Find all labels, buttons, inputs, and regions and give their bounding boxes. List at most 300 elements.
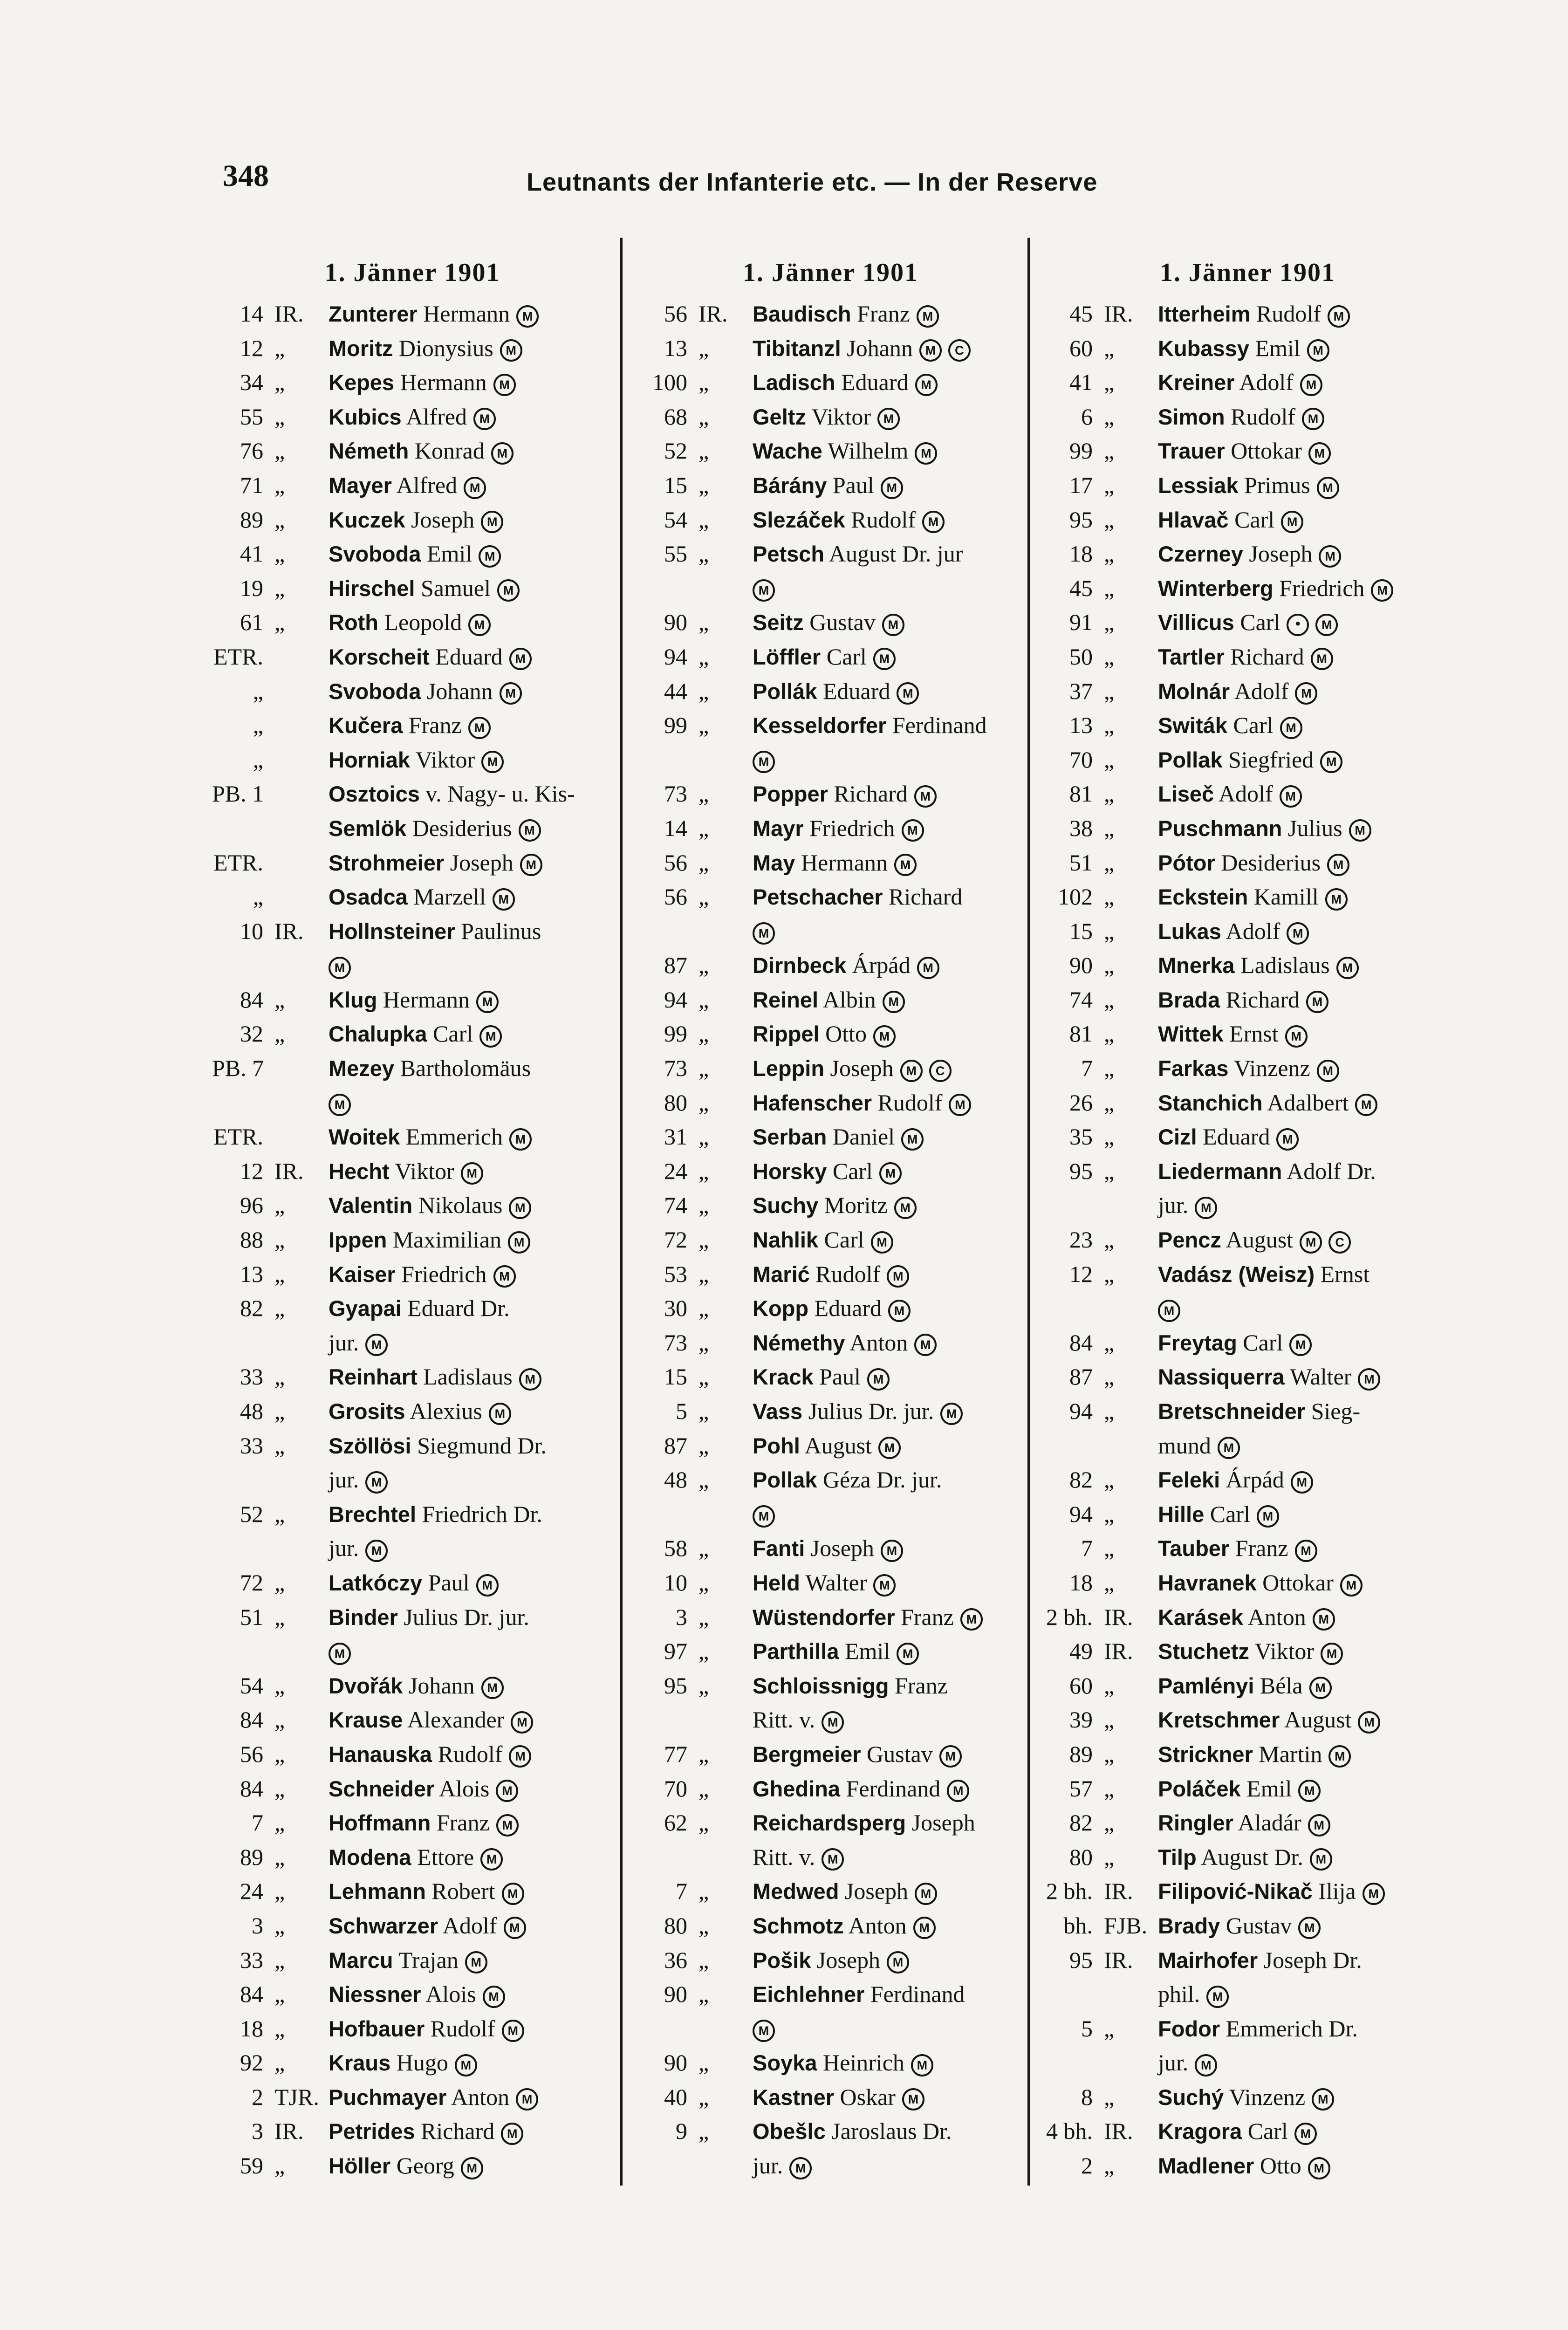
officer-name (329, 914, 613, 949)
regiment-number: 26 (1069, 1089, 1093, 1116)
regiment-type (268, 948, 329, 983)
roster-entry (636, 1051, 1025, 1086)
surname: Eckstein (1158, 884, 1248, 910)
m-circle-icon: M (878, 1437, 901, 1459)
regiment-number: 90 (1069, 952, 1093, 979)
regiment-type: „ (274, 1912, 285, 1939)
regiment-number: 5 (1081, 2015, 1093, 2042)
roster-entry (636, 846, 1025, 880)
officer-name (329, 1051, 613, 1086)
roster-entry (636, 1806, 1025, 1840)
m-circle-icon: M (1327, 854, 1349, 876)
m-circle-icon: M (914, 1334, 937, 1356)
regiment-type: „ (698, 1158, 709, 1184)
surname: Lehmann (329, 1879, 426, 1904)
m-circle-icon: M (753, 751, 775, 773)
officer-name (329, 811, 613, 846)
officer-name (753, 2012, 1025, 2046)
officer-name (753, 674, 1025, 709)
given-name: Anton (849, 1329, 908, 1356)
regiment-number (636, 743, 692, 777)
officer-name (753, 1120, 1025, 1154)
roster-entry (636, 1188, 1025, 1223)
surname: Bergmeier (753, 1741, 861, 1767)
regiment-number: 35 (1069, 1124, 1093, 1150)
roster-entry (1041, 1223, 1454, 1257)
roster-entry (1041, 468, 1454, 503)
m-circle-icon: M (901, 1128, 924, 1151)
regiment-type (1097, 1188, 1158, 1223)
regiment-type: „ (274, 2152, 285, 2179)
officer-name (753, 1463, 1025, 1497)
roster-entry (1041, 811, 1454, 846)
given-name: Ladislaus (1240, 952, 1330, 979)
regiment-number: 94 (664, 986, 687, 1013)
given-name: Martin (1259, 1741, 1322, 1767)
officer-name (329, 1772, 613, 1806)
given-name: Hermann (801, 849, 888, 876)
officer-name (1158, 640, 1454, 674)
surname: Hlavač (1158, 507, 1229, 532)
given-name: Trajan (398, 1946, 459, 1973)
regiment-type: „ (1104, 1775, 1115, 1802)
regiment-number: 100 (652, 369, 687, 396)
regiment-number: 3 (252, 1912, 263, 1939)
surname: Svoboda (329, 678, 421, 704)
regiment-type: „ (1104, 506, 1115, 533)
surname: Ghedina (753, 1776, 841, 1801)
officer-name (1158, 880, 1454, 914)
m-circle-icon: M (461, 1162, 483, 1185)
regiment-type (268, 1326, 329, 1360)
regiment-type: „ (1104, 1227, 1115, 1253)
roster-entry (212, 1703, 613, 1737)
given-name: Carl (1234, 506, 1275, 533)
m-circle-icon: M (753, 2020, 775, 2042)
m-circle-icon: M (1315, 614, 1338, 636)
given-name: Joseph Dr. (1263, 1946, 1362, 1973)
given-name: Otto (1260, 2152, 1301, 2179)
regiment-type: „ (274, 1706, 285, 1733)
column-entries (636, 297, 1025, 2183)
roster-entry (1041, 2114, 1454, 2149)
given-name: August (804, 1432, 872, 1459)
given-name: Eduard (841, 369, 909, 396)
given-name: Hugo (396, 2049, 448, 2076)
m-circle-icon: M (473, 408, 496, 430)
surname: Pótor (1158, 850, 1215, 875)
surname: Némethy (753, 1330, 845, 1355)
m-circle-icon: M (1206, 1986, 1229, 2008)
regiment-number: 7 (676, 1878, 687, 1905)
m-circle-icon: M (1320, 751, 1342, 773)
officer-name (329, 846, 613, 880)
roster-entry (636, 1394, 1025, 1429)
given-name: Jaroslaus Dr. (831, 2118, 952, 2145)
officer-name (1158, 743, 1454, 777)
roster-entry (1041, 1737, 1454, 1772)
officer-name (753, 400, 1025, 434)
surname: Schwarzer (329, 1913, 438, 1938)
regiment-number: 99 (664, 712, 687, 739)
regiment-type: „ (1104, 1398, 1115, 1424)
surname: Krack (753, 1364, 814, 1390)
surname: Serban (753, 1124, 827, 1150)
officer-name (329, 1634, 613, 1669)
given-name: Nikolaus (418, 1192, 503, 1219)
regiment-type: „ (1104, 918, 1115, 944)
given-name: Árpád (1226, 1467, 1284, 1493)
regiment-type: „ (698, 541, 709, 567)
roster-entry (212, 2114, 613, 2149)
regiment-type: „ (1104, 884, 1115, 910)
given-name: Anton (451, 2083, 510, 2110)
m-circle-icon: M (1302, 408, 1324, 430)
officer-name (329, 1703, 613, 1737)
regiment-number: 13 (240, 1261, 263, 1287)
roster-entry (212, 674, 613, 709)
regiment-type: „ (1104, 1124, 1115, 1150)
regiment-number: 60 (1069, 335, 1093, 361)
officer-name (753, 640, 1025, 674)
officer-name (753, 365, 1025, 400)
given-name: Emil (426, 541, 472, 567)
officer-name (1158, 1840, 1454, 1875)
m-circle-icon: M (511, 1711, 533, 1734)
regiment-number: 48 (664, 1467, 687, 1493)
regiment-number: 8 (1081, 2083, 1093, 2110)
given-name: Ernst (1320, 1261, 1370, 1287)
regiment-number: 6 (1081, 403, 1093, 430)
roster-entry (1041, 1326, 1454, 1360)
roster-entry (212, 605, 613, 640)
surname: Fanti (753, 1536, 805, 1561)
surname: Czerney (1158, 541, 1243, 567)
regiment-type: „ (274, 335, 285, 361)
m-circle-icon: M (881, 1540, 903, 1562)
regiment-number: 95 (1069, 1946, 1093, 1973)
regiment-type: „ (1104, 678, 1115, 704)
m-circle-icon: M (894, 1197, 917, 1219)
m-circle-icon: M (1328, 1745, 1351, 1768)
officer-name (1158, 537, 1454, 571)
m-circle-icon: M (913, 1917, 936, 1939)
surname: Korscheit (329, 644, 430, 669)
surname: Itterheim (1158, 302, 1251, 326)
regiment-type (268, 640, 329, 674)
officer-name (1158, 2080, 1454, 2115)
officer-name (753, 503, 1025, 537)
given-name: Walter (1290, 1364, 1352, 1390)
surname: Ippen (329, 1227, 387, 1253)
m-circle-icon: M (915, 374, 938, 396)
given-name: Adolf (1239, 369, 1294, 396)
dot-circle-icon: • (1287, 614, 1309, 636)
surname: Roth (329, 610, 379, 635)
surname: Kubics (329, 404, 402, 429)
m-circle-icon: M (1158, 1300, 1180, 1322)
officer-name (1158, 1531, 1454, 1566)
given-name: Ladislaus (423, 1364, 513, 1390)
roster-entry (212, 743, 613, 777)
regiment-number: 34 (240, 369, 263, 396)
m-circle-icon: M (888, 1300, 911, 1322)
regiment-type: IR. (1104, 2118, 1133, 2145)
regiment-type: „ (698, 1672, 709, 1699)
m-circle-icon: M (879, 1162, 902, 1185)
roster-entry (212, 331, 613, 366)
given-name: Emmerich (405, 1124, 503, 1150)
regiment-number: 59 (240, 2152, 263, 2179)
m-circle-icon: M (947, 1780, 969, 1802)
regiment-type: „ (1104, 1021, 1115, 1047)
regiment-type: „ (274, 1261, 285, 1287)
roster-entry (1041, 1086, 1454, 1120)
regiment-type (1097, 1429, 1158, 1463)
officer-name (329, 1360, 613, 1394)
regiment-type (692, 1497, 753, 1532)
given-name: Alfred (406, 403, 467, 430)
regiment-type: „ (1104, 1089, 1115, 1116)
surname: Hille (1158, 1501, 1205, 1527)
m-circle-icon: M (1358, 1711, 1380, 1734)
given-name: Robert (431, 1878, 495, 1905)
officer-name (1158, 1463, 1454, 1497)
given-name: Carl (1247, 2118, 1288, 2145)
surname: Svoboda (329, 541, 421, 567)
roster-entry (212, 1394, 613, 1429)
regiment-type: IR. (1104, 301, 1133, 327)
officer-name (329, 1909, 613, 1943)
given-name: Emil (844, 1638, 890, 1665)
roster-entry (636, 503, 1025, 537)
surname: Hecht (329, 1158, 390, 1184)
officer-name (753, 914, 1025, 949)
officer-name (329, 1188, 613, 1223)
officer-name (1158, 1772, 1454, 1806)
column-heading: 1. Jänner 1901 (1160, 258, 1335, 287)
regiment-number: 12 (1069, 1261, 1093, 1287)
given-name: Otto (825, 1021, 867, 1047)
surname: Kesseldorfer (753, 713, 887, 738)
surname: Mayr (753, 816, 804, 841)
m-circle-icon: M (1289, 1334, 1312, 1356)
officer-name (329, 1669, 613, 1703)
officer-name (753, 571, 1025, 606)
regiment-number: 14 (664, 815, 687, 841)
surname: Latkóczy (329, 1570, 423, 1595)
officer-name (1158, 434, 1454, 468)
officer-name (1158, 2149, 1454, 2183)
regiment-number: 44 (664, 678, 687, 704)
m-circle-icon: M (883, 991, 905, 1013)
officer-name (1158, 811, 1454, 846)
regiment-type: „ (1104, 781, 1115, 807)
regiment-type: „ (1104, 1741, 1115, 1767)
regiment-type: „ (274, 1672, 285, 1699)
m-circle-icon: M (1298, 1917, 1321, 1939)
regiment-type: „ (1104, 1261, 1115, 1287)
given-name: Johann (847, 335, 913, 361)
officer-name (1158, 1600, 1454, 1635)
column-entries (212, 297, 613, 2183)
surname: Woitek (329, 1124, 400, 1150)
given-name: Richard (1230, 643, 1304, 670)
regiment-number: 84 (1069, 1329, 1093, 1356)
roster-entry (212, 297, 613, 331)
m-circle-icon: M (902, 819, 924, 842)
m-circle-icon: M (468, 717, 491, 739)
given-name: jur. (1158, 2049, 1189, 2076)
regiment-number: 15 (664, 1364, 687, 1390)
regiment-type: „ (698, 781, 709, 807)
regiment-type: „ (274, 575, 285, 601)
officer-name (329, 948, 613, 983)
surname: Brady (1158, 1913, 1220, 1938)
regiment-number: 99 (1069, 438, 1093, 464)
given-name: Ilija (1318, 1878, 1356, 1905)
given-name: Johann (426, 678, 493, 704)
regiment-number: 70 (1069, 746, 1093, 773)
surname: Zunterer (329, 302, 418, 326)
m-circle-icon: M (516, 2088, 538, 2111)
regiment-type: „ (1104, 2152, 1115, 2179)
roster-entry (1041, 1120, 1454, 1154)
officer-name (1158, 1051, 1454, 1086)
m-circle-icon: M (501, 2123, 523, 2145)
regiment-number: 95 (664, 1672, 687, 1699)
given-name: Emmerich Dr. (1226, 2015, 1358, 2042)
given-name: Carl (832, 1158, 873, 1184)
regiment-number: 10 (664, 1569, 687, 1596)
regiment-type: „ (698, 2118, 709, 2145)
regiment-number: 71 (240, 472, 263, 498)
regiment-number (636, 914, 692, 949)
regiment-number: 56 (664, 849, 687, 876)
officer-name (329, 1977, 613, 2012)
regiment-type (692, 1703, 753, 1737)
given-name: Samuel (420, 575, 491, 601)
roster-entry (636, 1017, 1025, 1051)
surname: Liseč (1158, 781, 1214, 807)
officer-name (753, 1051, 1025, 1086)
surname: Pohl (753, 1433, 800, 1458)
surname: Tilp (1158, 1844, 1197, 1870)
roster-entry (636, 1531, 1025, 1566)
regiment-number (1041, 1977, 1097, 2012)
surname: Kragora (1158, 2119, 1242, 2144)
officer-name (753, 1634, 1025, 1669)
officer-name (329, 1840, 613, 1875)
given-name: Franz (895, 1672, 948, 1699)
m-circle-icon: M (753, 1505, 775, 1528)
given-name: Daniel (832, 1124, 895, 1150)
roster-entry (636, 1429, 1025, 1463)
regiment-number (636, 1497, 692, 1532)
officer-name (753, 1154, 1025, 1189)
roster-entry (636, 400, 1025, 434)
m-circle-icon: M (519, 819, 541, 842)
m-circle-icon: M (897, 1643, 919, 1665)
officer-name (1158, 708, 1454, 743)
regiment-number: 68 (664, 403, 687, 430)
officer-name (329, 1429, 613, 1463)
m-circle-icon: M (1300, 374, 1322, 396)
regiment-number: 90 (664, 609, 687, 636)
given-name: Siegfried (1228, 746, 1314, 773)
given-name: August (1284, 1706, 1352, 1733)
regiment-type (268, 1120, 329, 1154)
officer-name (1158, 1086, 1454, 1120)
regiment-type: „ (274, 1843, 285, 1870)
m-circle-icon: M (919, 339, 942, 362)
regiment-type: „ (274, 472, 285, 498)
surname: Pollak (753, 1467, 817, 1493)
regiment-number: 55 (664, 541, 687, 567)
surname: Stuchetz (1158, 1639, 1249, 1664)
c-circle-icon: C (1328, 1231, 1351, 1254)
regiment-number (1041, 2046, 1097, 2080)
roster-entry (212, 1326, 613, 1360)
m-circle-icon: M (329, 1643, 351, 1665)
roster-entry (636, 1840, 1025, 1875)
regiment-number: 41 (1069, 369, 1093, 396)
given-name: Franz (408, 712, 462, 739)
regiment-type: „ (1104, 815, 1115, 841)
surname: Rippel (753, 1021, 820, 1047)
regiment-number: 45 (1069, 301, 1093, 327)
regiment-number: PB. 1 (212, 781, 264, 807)
regiment-number: 54 (664, 506, 687, 533)
regiment-type: IR. (698, 301, 728, 327)
officer-name (753, 1737, 1025, 1772)
regiment-type: „ (274, 1432, 285, 1459)
m-circle-icon: M (502, 2020, 524, 2042)
given-name: Joseph (411, 506, 475, 533)
roster-entry (212, 914, 613, 949)
m-circle-icon: M (509, 1745, 531, 1768)
regiment-type (1097, 1291, 1158, 1326)
surname: Baudisch (753, 302, 851, 326)
m-circle-icon: M (465, 1951, 487, 1974)
regiment-type: „ (274, 369, 285, 396)
regiment-type: „ (698, 1364, 709, 1390)
officer-name (329, 1223, 613, 1257)
roster-entry (636, 1566, 1025, 1600)
roster-entry (636, 537, 1025, 571)
surname: Krause (329, 1707, 403, 1733)
given-name: Aladár (1238, 1809, 1301, 1836)
m-circle-icon: M (496, 1814, 519, 1837)
officer-name (329, 1291, 613, 1326)
m-circle-icon: M (329, 1094, 351, 1116)
regiment-type: „ (1104, 1706, 1115, 1733)
regiment-number: 84 (240, 1706, 263, 1733)
regiment-number (212, 1326, 268, 1360)
surname: Moritz (329, 336, 393, 361)
surname: Suchy (753, 1193, 819, 1218)
regiment-number: 87 (1069, 1364, 1093, 1390)
regiment-number: 33 (240, 1946, 263, 1973)
surname: Hofbauer (329, 2016, 425, 2041)
officer-name (1158, 1188, 1454, 1223)
column-divider (1027, 238, 1030, 2186)
regiment-number: 82 (1069, 1809, 1093, 1836)
given-name: Gustav (867, 1741, 933, 1767)
roster-entry (212, 1291, 613, 1326)
regiment-type: „ (698, 1089, 709, 1116)
given-name: Rudolf (1231, 403, 1296, 430)
